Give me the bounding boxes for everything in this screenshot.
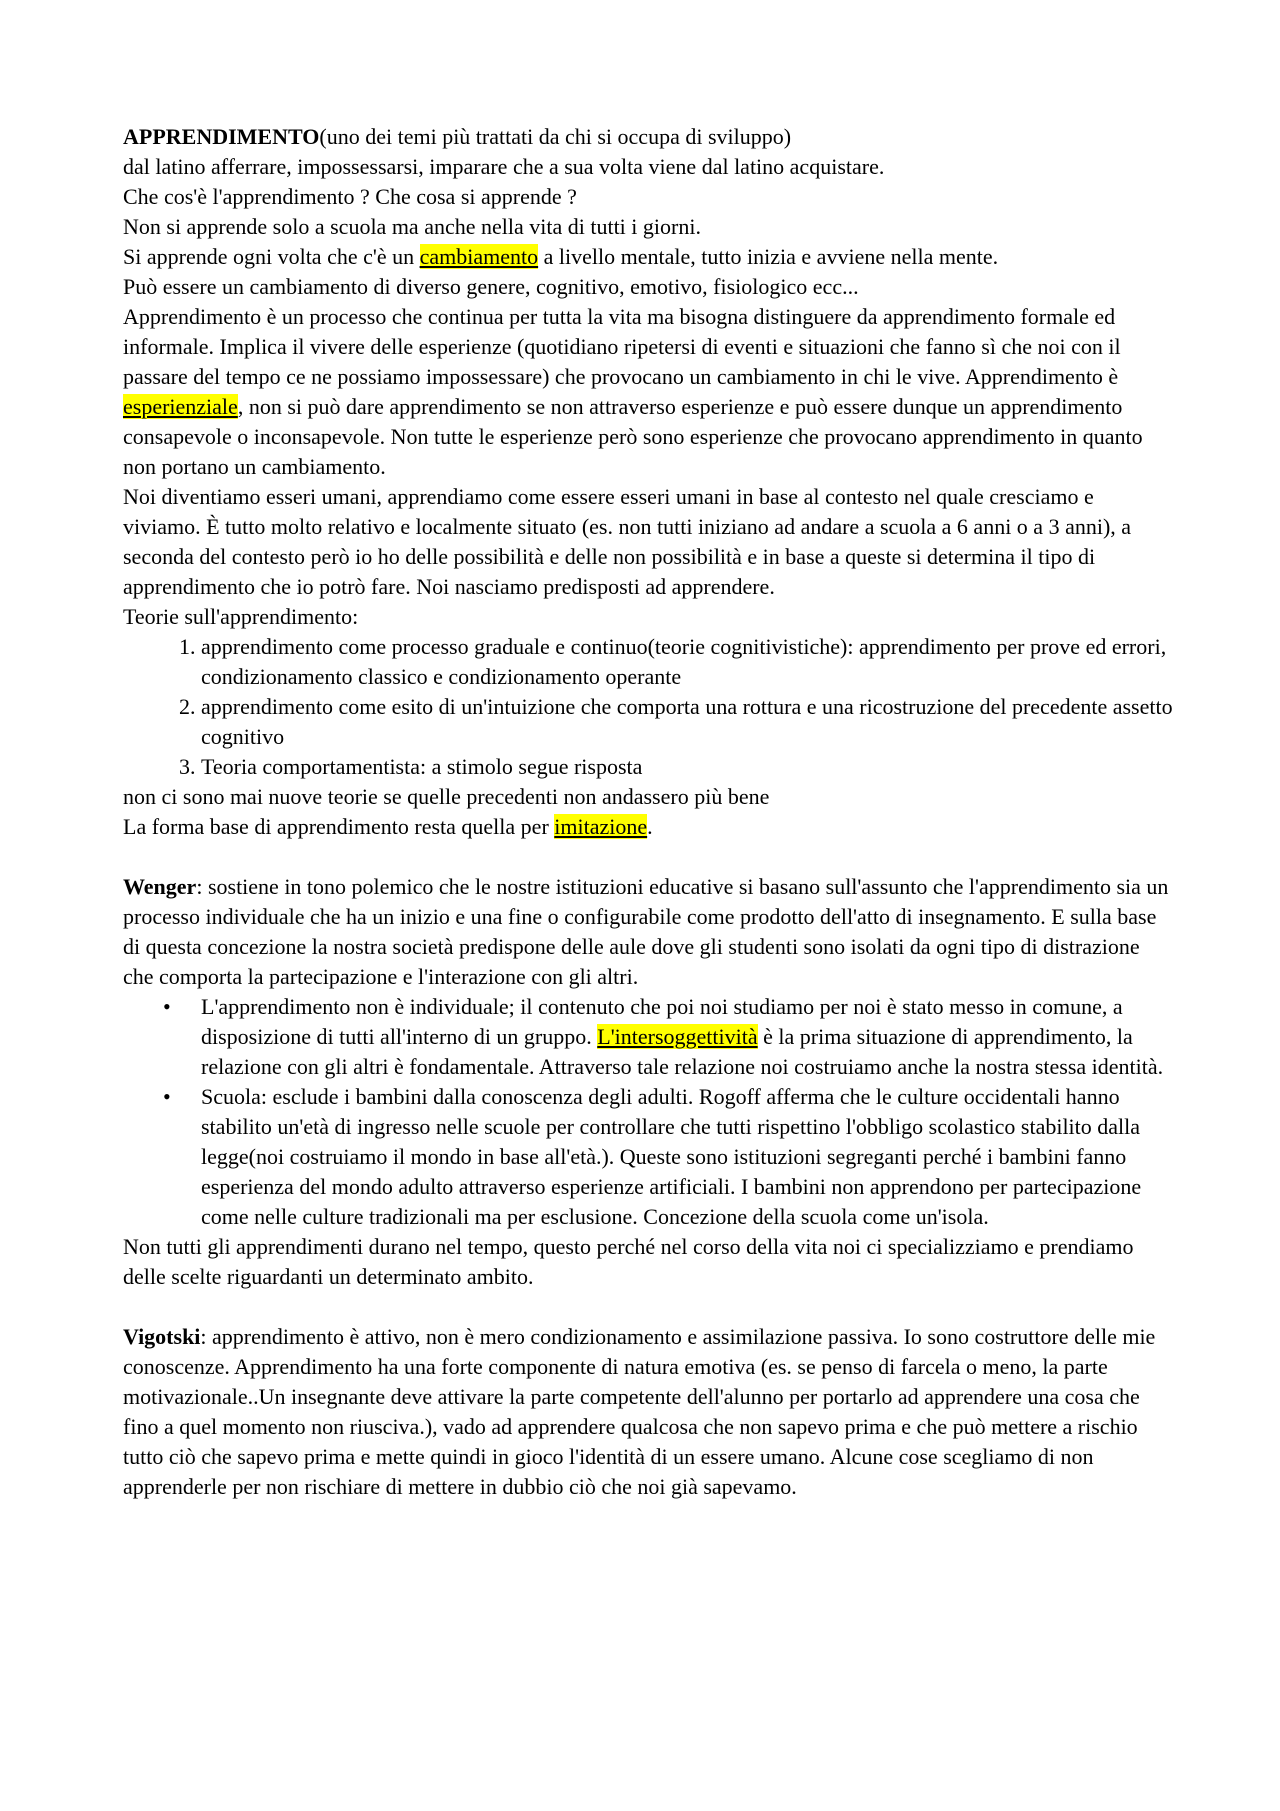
spacer: [123, 1292, 1173, 1322]
document-title: APPRENDIMENTO: [123, 124, 320, 149]
highlight-imitazione: imitazione: [554, 814, 648, 839]
wenger-bullets: [123, 992, 1173, 1232]
list-item: 2. apprendimento come esito di un'intuizione che comporta una rottura e una ricostruzione del precedente assetto cognitivo: [201, 692, 1173, 752]
wenger-after: Non tutti gli apprendimenti durano nel tempo, questo perché nel corso della vita noi ci specializziamo e prendiamo delle scelte riguardanti un determinato ambito.: [123, 1234, 1134, 1289]
imitation-line: La forma base di apprendimento resta quella per imitazione.: [123, 814, 653, 839]
paragraph-context: Noi diventiamo esseri umani, apprendiamo come essere esseri umani in base al contesto nel quale cresciamo e viviamo. È tutto molto relativo e localmente situato (es. non tutti iniziano ad andare a scuola a 6 anni o a 3 anni), a seconda del contesto però io ho delle possibilità e delle non possibilità e in base a queste si determina il tipo di apprendimento che io potrò fare. Noi nasciamo predisposti ad apprendere.: [123, 484, 1132, 599]
etymology-line: dal latino afferrare, impossessarsi, imparare che a sua volta viene dal latino acquistare.: [123, 154, 885, 179]
list-item: 1. apprendimento come processo graduale e continuo(teorie cognitivistiche): apprendimento per prove ed errori, condizionamento classico e condizionamento operante: [201, 632, 1173, 692]
wenger-paragraph: Wenger: sostiene in tono polemico che le nostre istituzioni educative si basano sull'assunto che l'apprendimento sia un processo individuale che ha un inizio e una fine o configurabile come prodotto dell'atto di insegnamento. E sulla base di questa concezione la nostra società predispone delle aule dove gli studenti sono isolati da ogni tipo di distrazione che comporta la partecipazione e l'interazione con gli altri.: [123, 874, 1169, 989]
list-item: • Scuola: esclude i bambini dalla conoscenza degli adulti. Rogoff afferma che le culture occidentali hanno stabilito un'età di ingresso nelle scuole per controllare che tutti rispettino l'obbligo scolastico stabilito dalla legge(noi costruiamo il mondo in base all'età.). Queste sono istituzioni segreganti perché i bambini fanno esperienza del mondo adulto attraverso esperienze artificiali. I bambini non apprendono per partecipazione come nelle culture tradizionali ma per esclusione. Concezione della scuola come un'isola.: [201, 1082, 1173, 1232]
paragraph-experience: Apprendimento è un processo che continua per tutta la vita ma bisogna distinguere da apprendimento formale ed informale. Implica il vivere delle esperienze (quotidiano ripetersi di eventi e situazioni che fanno sì che noi con il passare del tempo ce ne possiamo impossessare) che provocano un cambiamento in chi le vive. Apprendimento è esperienziale, non si può dare apprendimento se non attraverso esperienze e può essere dunque un apprendimento consapevole o inconsapevole. Non tutte le esperienze però sono esperienze che provocano apprendimento in quanto non portano un cambiamento.: [123, 304, 1143, 479]
list-item: • L'apprendimento non è individuale; il contenuto che poi noi studiamo per noi è stato messo in comune, a disposizione di tutti all'interno di un gruppo. L'intersoggettività è la prima situazione di apprendimento, la relazione con gli altri è fondamentale. Attraverso tale relazione noi costruiamo anche la nostra stessa identità.: [201, 992, 1173, 1082]
document-page: [123, 122, 1173, 1502]
question-line: Che cos'è l'apprendimento ? Che cosa si apprende ?: [123, 184, 577, 209]
title-subtitle: (uno dei temi più trattati da chi si occupa di sviluppo): [319, 124, 792, 149]
vigotski-paragraph: Vigotski: apprendimento è attivo, non è mero condizionamento e assimilazione passiva. Io sono costruttore delle mie conoscenze. Apprendimento ha una forte componente di natura emotiva (es. se penso di farcela o meno, la parte motivazionale..Un insegnante deve attivare la parte competente dell'alunno per portarlo ad apprendere una cosa che fino a quel momento non riusciva.), vado ad apprendere qualcosa che non sapevo prima e che può mettere a rischio tutto ciò che sapevo prima e mette quindi in gioco l'identità di un essere umano. Alcune cose scegliamo di non apprenderle per non rischiare di mettere in dubbio ciò che noi già sapevamo.: [123, 1324, 1156, 1499]
highlight-esperienziale: esperienziale: [123, 394, 238, 419]
highlight-intersoggettivita: L'intersoggettività: [597, 1024, 758, 1049]
spacer: [123, 842, 1173, 872]
theories-list: [123, 632, 1173, 782]
theories-note: non ci sono mai nuove teorie se quelle precedenti non andassero più bene: [123, 784, 770, 809]
highlight-cambiamento: cambiamento: [419, 244, 539, 269]
vigotski-name: Vigotski: [123, 1324, 201, 1349]
change-line: Si apprende ogni volta che c'è un cambiamento a livello mentale, tutto inizia e avviene nella mente.: [123, 244, 999, 269]
school-line: Non si apprende solo a scuola ma anche nella vita di tutti i giorni.: [123, 214, 701, 239]
theories-heading: Teorie sull'apprendimento:: [123, 604, 359, 629]
title-line: [123, 122, 1173, 152]
list-item: 3. Teoria comportamentista: a stimolo segue risposta: [201, 752, 1173, 782]
change-types-line: Può essere un cambiamento di diverso genere, cognitivo, emotivo, fisiologico ecc...: [123, 274, 859, 299]
wenger-name: Wenger: [123, 874, 197, 899]
